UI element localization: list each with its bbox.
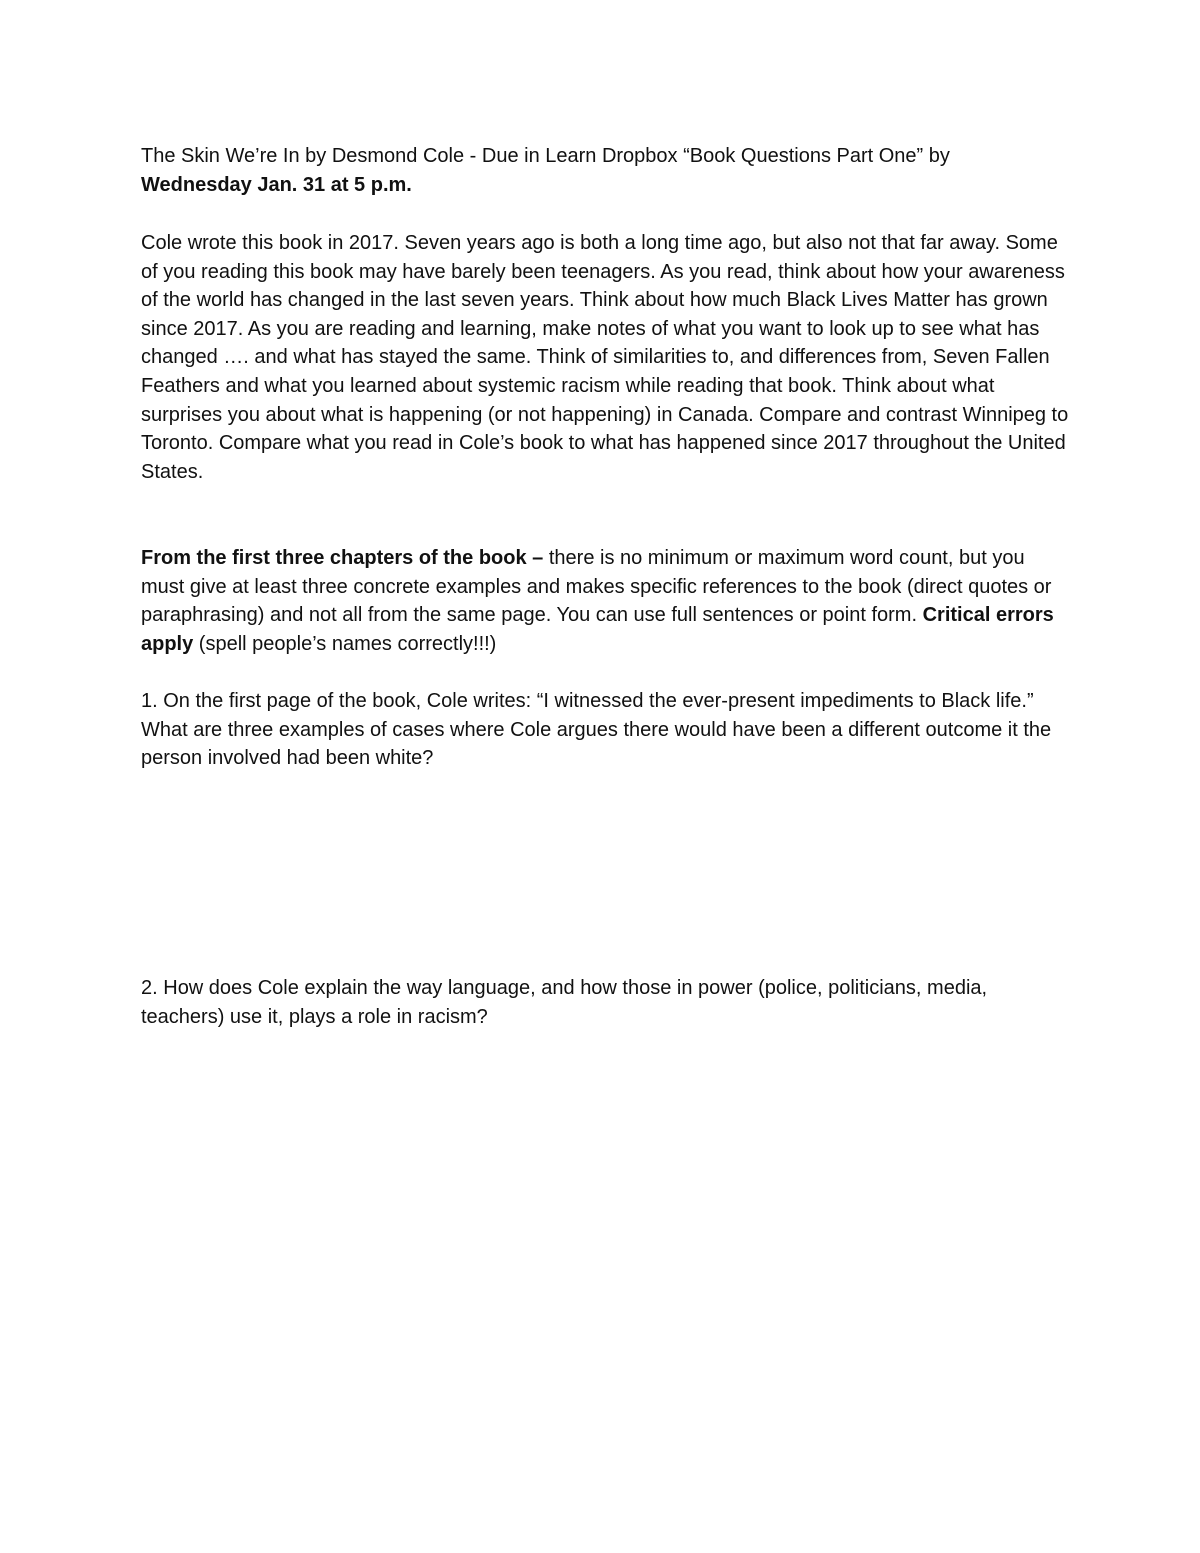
instructions-text-1: there is no minimum or maximum word count, but you must give at least three concrete examples and makes specific references to the book (direct quotes or paraphrasing) and not all from the same page. You can use full sentences or point form. (141, 547, 1052, 627)
instructions-text-2: (spell people’s names correctly!!!) (193, 632, 497, 655)
instructions-lead: From the first three chapters of the book – (141, 547, 544, 569)
assignment-header (141, 142, 1071, 199)
question-number: 1. (141, 690, 158, 712)
assignment-title: The Skin We’re In by Desmond Cole - Due in Learn Dropbox “Book Questions Part One” by (141, 145, 950, 167)
intro-paragraph: Cole wrote this book in 2017. Seven years ago is both a long time ago, but also not that far away. Some of you reading this book may have barely been teenagers. As you read, think about how your awareness of the world has changed in the last seven years. Think about how much Black Lives Matter has grown since 2017. As you are reading and learning, make notes of what you want to look up to see what has changed …. and what has stayed the same. Think of similarities to, and differences from, Seven Fallen Feathers and what you learned about systemic racism while reading that book. Think about what surprises you about what is happening (or not happening) in Canada. Compare and contrast Winnipeg to Toronto. Compare what you read in Cole’s book to what has happened since 2017 throughout the United States. (141, 232, 1069, 483)
question-text: How does Cole explain the way language, and how those in power (police, politicians, media, teachers) use it, plays a role in racism? (141, 977, 988, 1028)
question-1 (141, 687, 1071, 773)
due-date: Wednesday Jan. 31 at 5 p.m. (141, 173, 412, 196)
instructions-paragraph (141, 544, 1071, 658)
critical-errors-label: Critical errors apply (141, 604, 1054, 655)
question-number: 2. (141, 977, 158, 999)
question-2 (141, 974, 1071, 1031)
question-text: On the first page of the book, Cole writes: “I witnessed the ever-present impediments to Black life.” What are three examples of cases where Cole argues there would have been a different outcome it the person involved had been white? (141, 690, 1052, 770)
